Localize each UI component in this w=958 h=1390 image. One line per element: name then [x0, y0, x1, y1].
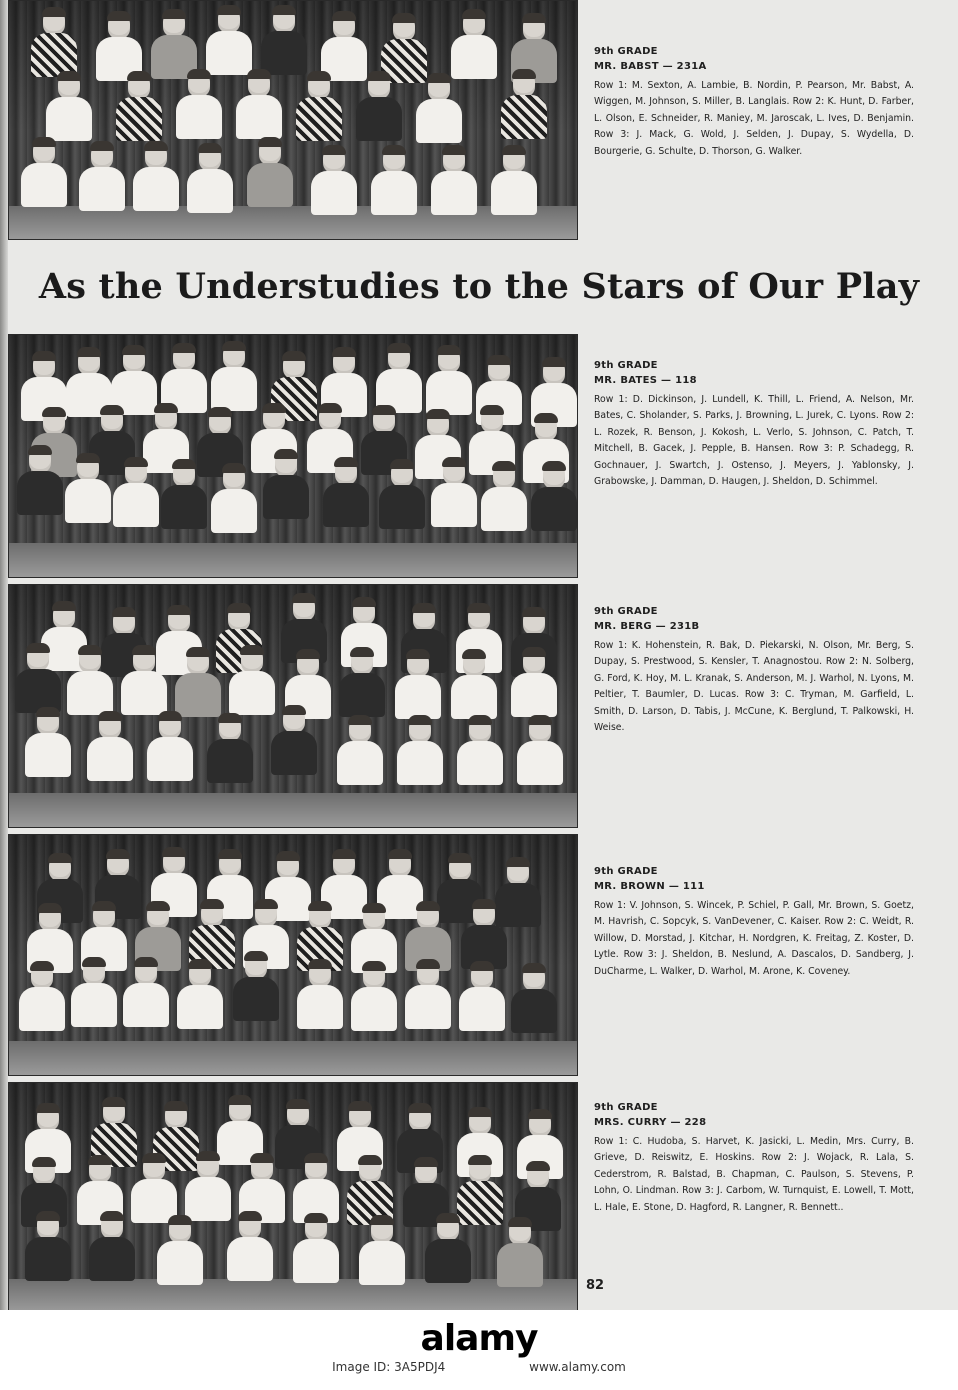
student-figure: [429, 459, 479, 523]
student-figure: [145, 713, 195, 777]
student-figure: [449, 651, 499, 715]
grade-label: 9th GRADE: [594, 360, 658, 371]
student-figure: [459, 901, 509, 965]
student-figure: [111, 459, 161, 523]
student-figure: [159, 461, 209, 525]
student-figure: [259, 7, 309, 71]
class-caption-brown: [594, 864, 914, 980]
teacher-room: MR. BATES — 118: [594, 375, 697, 386]
student-figure: [227, 647, 277, 711]
student-figure: [379, 15, 429, 79]
student-figure: [414, 75, 464, 139]
student-figure: [63, 455, 113, 519]
class-caption-berg: [594, 604, 914, 736]
class-caption-curry: [594, 1100, 914, 1216]
student-figure: [369, 147, 419, 211]
page-number: 82: [586, 1278, 605, 1293]
student-figure: [429, 147, 479, 211]
student-figure: [449, 11, 499, 75]
teacher-room: MR. BABST — 231A: [594, 61, 707, 72]
student-figure: [349, 963, 399, 1027]
student-figure: [479, 463, 529, 527]
page-spine: [0, 0, 8, 1310]
student-figure: [529, 463, 578, 527]
student-figure: [295, 961, 345, 1025]
student-figure: [94, 13, 144, 77]
student-figure: [131, 143, 181, 207]
watermark-meta: [0, 1360, 958, 1374]
student-figure: [114, 73, 164, 137]
student-names: Row 1: V. Johnson, S. Wincek, P. Schiel, P. Gall, Mr. Brown, S. Goetz, M. Havrish, C. Sopcyk, S. VanDevener, C. Kaiser. Row 2: C. Weidt, R. Willow, D. Morstad, J. Kitchar, H. Nordgren, K. Freitag, Z. Koster, D. Lytle. Row 3: J. Sheldon, B. Neslund, A. Dascalos, D. Sandberg, J. DuCharme, L. Walker, D. Warhol, M. Arone, K. Coveney.: [594, 900, 914, 977]
student-figure: [354, 73, 404, 137]
student-figure: [89, 1099, 139, 1163]
student-figure: [495, 1219, 545, 1283]
student-figure: [234, 71, 284, 135]
student-figure: [149, 11, 199, 75]
teacher-room: MR. BROWN — 111: [594, 881, 705, 892]
student-figure: [17, 963, 67, 1027]
student-figure: [309, 147, 359, 211]
student-figure: [25, 905, 75, 969]
student-figure: [295, 903, 345, 967]
student-figure: [87, 1213, 137, 1277]
student-names: Row 1: D. Dickinson, J. Lundell, K. Thill, L. Friend, A. Nelson, Mr. Bates, C. Sholander, S. Parks, J. Browning, L. Jurek, C. Lyons. Row 2: L. Rozek, R. Benson, J. Kokosh, L. Verlo, S. Johnson, C. Patch, T. Mitchell, B. Gacek, J. Pepple, B. Hansen. Row 3: P. Schadegg, R. Gochnauer, J. Swartch, J. Ostenso, J. Meyers, J. Yablonsky, J. Grabowske, J. Damman, D. Haugen, J. Sheldon, D. Schimmel.: [594, 394, 914, 488]
student-figure: [209, 465, 259, 529]
grade-label: 9th GRADE: [594, 46, 658, 57]
student-figure: [205, 715, 255, 779]
student-figure: [23, 1213, 73, 1277]
student-figure: [291, 1215, 341, 1279]
student-figure: [403, 903, 453, 967]
teacher-figure: [231, 953, 281, 1017]
student-names: Row 1: K. Hohenstein, R. Bak, D. Piekarski, N. Olson, Mr. Berg, S. Dupay, S. Prestwood, S. Kensler, T. Anagnostou. Row 2: N. Solberg, G. Ford, K. Hoy, M. L. Kranak, S. Anderson, M. J. Warhol, N. Lyons, M. Peltier, T. Baumler, D. Lucas. Row 3: C. Tryman, M. Garfield, L. Smith, D. Larson, D. Tabis, J. McCune, K. Berglund, T. Palkowski, H. Weise.: [594, 640, 914, 734]
teacher-room: MR. BERG — 231B: [594, 621, 700, 632]
student-figure: [294, 73, 344, 137]
teacher-figure: [245, 139, 295, 203]
student-figure: [187, 901, 237, 965]
student-figure: [174, 71, 224, 135]
class-caption-bates: [594, 358, 914, 490]
student-figure: [185, 145, 235, 209]
class-caption-babst: [594, 44, 914, 160]
student-figure: [119, 647, 169, 711]
student-figure: [509, 649, 559, 713]
student-figure: [403, 961, 453, 1025]
student-figure: [455, 1157, 505, 1221]
student-figure: [374, 345, 424, 409]
student-figure: [204, 7, 254, 71]
student-figure: [291, 1155, 341, 1219]
student-figure: [109, 347, 159, 411]
student-figure: [183, 1153, 233, 1217]
student-figure: [423, 1215, 473, 1279]
page-title: As the Understudies to the Stars of Our Play: [38, 266, 920, 307]
student-figure: [335, 717, 385, 781]
student-figure: [175, 961, 225, 1025]
student-figure: [29, 9, 79, 73]
student-figure: [19, 139, 69, 203]
student-figure: [209, 343, 259, 407]
student-figure: [121, 959, 171, 1023]
class-photo-brown: [8, 834, 578, 1076]
image-id: Image ID: 3A5PDJ4: [332, 1360, 446, 1374]
student-figure: [64, 349, 114, 413]
student-figure: [319, 13, 369, 77]
student-figure: [69, 959, 119, 1023]
student-figure: [357, 1217, 407, 1281]
student-figure: [515, 717, 565, 781]
class-photo-curry: [8, 1082, 578, 1310]
student-figure: [509, 965, 559, 1029]
student-figure: [77, 143, 127, 207]
teacher-figure: [269, 707, 319, 771]
teacher-room: MRS. CURRY — 228: [594, 1117, 707, 1128]
student-figure: [489, 147, 539, 211]
student-figure: [44, 73, 94, 137]
student-figure: [65, 647, 115, 711]
grade-label: 9th GRADE: [594, 866, 658, 877]
student-figure: [13, 645, 63, 709]
student-figure: [393, 651, 443, 715]
teacher-figure: [225, 1213, 275, 1277]
site-url: www.alamy.com: [529, 1360, 626, 1374]
student-figure: [424, 347, 474, 411]
student-figure: [85, 713, 135, 777]
student-figure: [173, 649, 223, 713]
student-figure: [15, 447, 65, 511]
class-photo-berg: [8, 584, 578, 828]
student-figure: [215, 1097, 265, 1161]
student-figure: [345, 1157, 395, 1221]
student-figure: [129, 1155, 179, 1219]
student-figure: [337, 649, 387, 713]
student-figure: [237, 1155, 287, 1219]
student-figure: [321, 459, 371, 523]
student-figure: [455, 717, 505, 781]
grade-label: 9th GRADE: [594, 1102, 658, 1113]
class-photo-bates: [8, 334, 578, 578]
student-figure: [349, 905, 399, 969]
teacher-figure: [261, 451, 311, 515]
student-figure: [23, 709, 73, 773]
student-figure: [377, 461, 427, 525]
class-photo-babst: [8, 0, 578, 240]
student-figure: [499, 71, 549, 135]
student-names: Row 1: C. Hudoba, S. Harvet, K. Jasicki, L. Medin, Mrs. Curry, B. Grieve, D. Reiswitz, E. Hoskins. Row 2: J. Wojack, R. Lala, S. Cederstrom, R. Balstad, B. Chapman, C. Paulson, S. Stevens, P. Lohn, O. Lindman. Row 3: J. Carbom, W. Turnquist, E. Lowell, T. Mott, L. Hale, E. Stone, D. Hagford, R. Langner, R. Bennett..: [594, 1136, 914, 1213]
grade-label: 9th GRADE: [594, 606, 658, 617]
student-figure: [159, 345, 209, 409]
student-figure: [155, 1217, 205, 1281]
watermark-logo: alamy: [420, 1318, 538, 1359]
student-names: Row 1: M. Sexton, A. Lambie, B. Nordin, P. Pearson, Mr. Babst, A. Wiggen, M. Johnson, S. Miller, B. Langlais. Row 2: K. Hunt, D. Farber, L. Olson, E. Schneider, R. Maniey, M. Jaroscak, L. Ives, D. Benjamin. Row 3: J. Mack, G. Wold, J. Selden, J. Dupay, S. Wydella, D. Bourgerie, G. Schulte, D. Thorson, G. Walker.: [594, 80, 914, 157]
student-figure: [395, 717, 445, 781]
student-figure: [457, 963, 507, 1027]
